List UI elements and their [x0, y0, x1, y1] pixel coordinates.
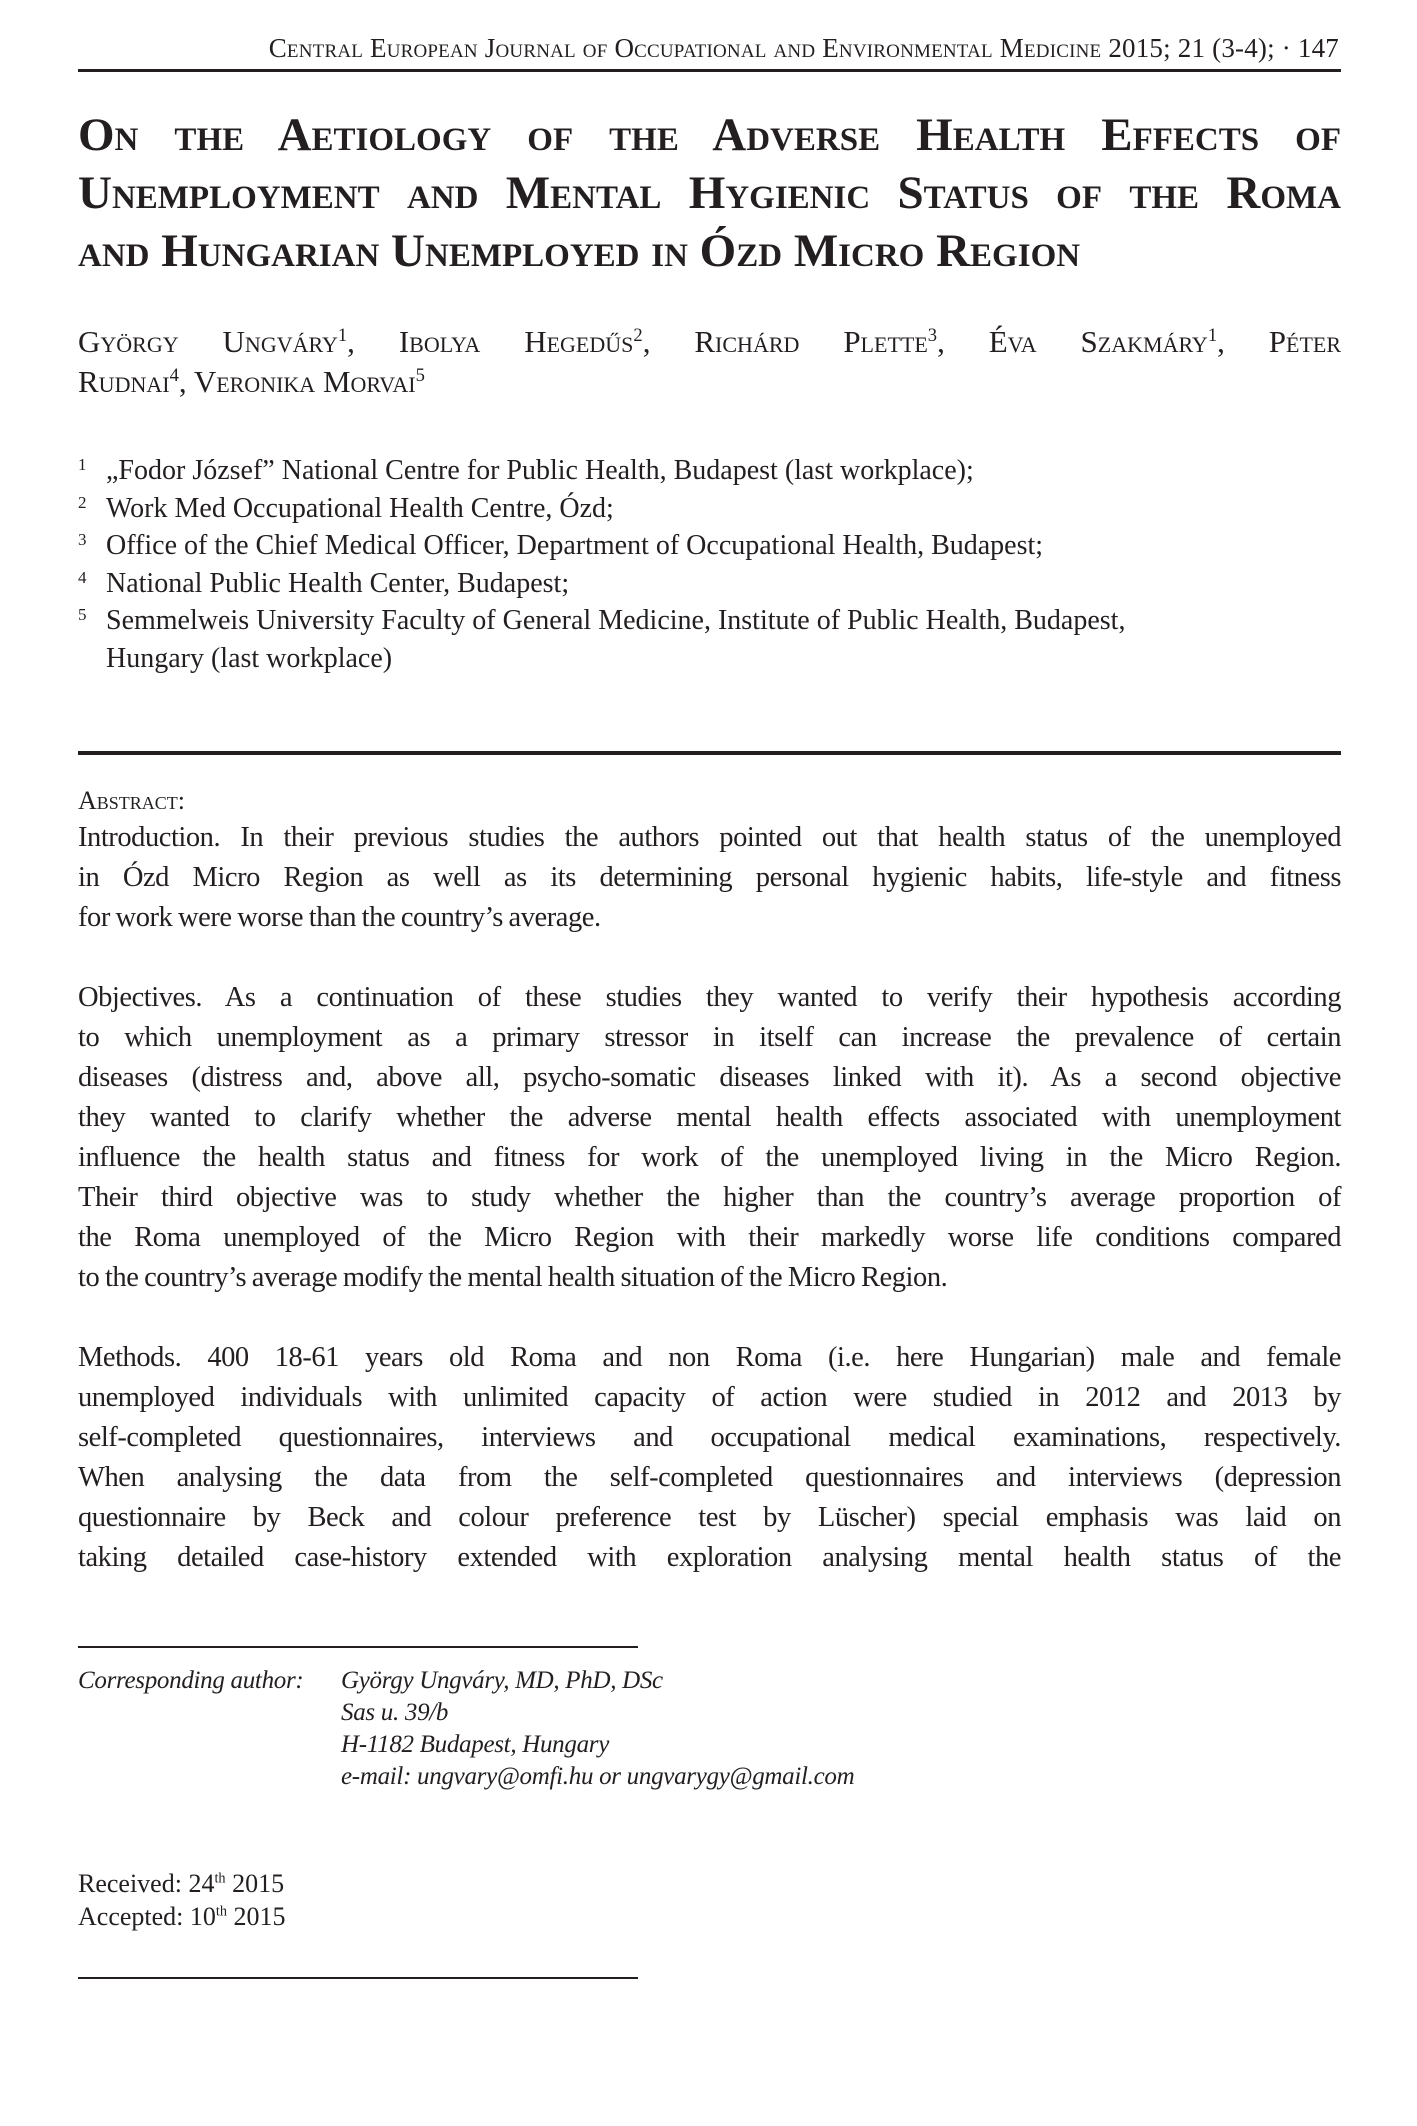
affil-ref: 5 — [415, 364, 425, 386]
text-line: they wanted to clarify whether the adverse mental health effects associated with unemployment — [78, 1102, 1341, 1133]
text-line: unemployed individuals with unlimited capacity of action were studied in 2012 and 2013 by — [78, 1382, 1341, 1413]
author-line: Rudnai$^4$, Veronika Morvai$^5$ — [78, 364, 425, 399]
author-name: Richárd Plette — [694, 324, 928, 359]
article-title — [78, 106, 1341, 280]
abstract-objectives — [78, 978, 1341, 1298]
author-last-name: Rudnai — [78, 364, 170, 399]
author-name: Éva Szakmáry — [988, 324, 1208, 359]
author-name: György Ungváry — [78, 324, 338, 359]
affil-ref: 1 — [337, 324, 348, 346]
affiliation-number: 3 — [78, 530, 87, 549]
text-line: to the country’s average modify the mental health situation of the Micro Region. — [78, 1262, 948, 1293]
affiliation-text: National Public Health Center, Budapest; — [106, 567, 570, 599]
corresponding-author-street: Sas u. 39/b — [341, 1699, 449, 1726]
text-line: diseases (distress and, above all, psycho-somatic diseases linked with it). As a second objective — [78, 1062, 1341, 1093]
author-first-name: Péter — [1268, 324, 1342, 359]
affiliation-list — [78, 452, 1341, 677]
affil-ref: 1 — [1207, 324, 1218, 346]
text-line: the Roma unemployed of the Micro Region with their markedly worse life conditions compared — [78, 1222, 1341, 1253]
affiliation-item — [78, 527, 1341, 565]
affiliation-number: 5 — [78, 605, 87, 624]
corresponding-author-row — [78, 1665, 854, 1697]
accepted-date: Accepted: 10th 2015 — [78, 1902, 286, 1931]
text-line: Methods. 400 18-61 years old Roma and non Roma (i.e. here Hungarian) male and female — [78, 1342, 1341, 1373]
corresponding-author-row — [78, 1697, 854, 1729]
corresponding-author-row — [78, 1761, 854, 1793]
running-head — [78, 30, 1339, 66]
affiliation-number: 4 — [78, 567, 87, 587]
title-line: On the Aetiology of the Adverse Health Effects of — [78, 109, 1341, 161]
title-line: Unemployment and Mental Hygienic Status of the Roma — [78, 167, 1341, 219]
text-line: Introduction. In their previous studies the authors pointed out that health status of the unemployed — [78, 822, 1341, 853]
affil-ref: 2 — [633, 324, 643, 346]
affiliation-item — [78, 452, 1341, 490]
text-line: questionnaire by Beck and colour preference test by Lüscher) special emphasis was laid on — [78, 1502, 1341, 1533]
abstract-introduction — [78, 818, 1341, 938]
text-line: influence the health status and fitness for work of the unemployed living in the Micro Region. — [78, 1142, 1341, 1173]
text-line: to which unemployment as a primary stressor in itself can increase the prevalence of certain — [78, 1022, 1341, 1053]
text-line: self-completed questionnaires, interviews and occupational medical examinations, respectively. — [78, 1422, 1341, 1453]
header-rule — [78, 69, 1341, 72]
bottom-rule — [78, 1977, 638, 1979]
affiliation-item — [78, 602, 1341, 677]
journal-name: Central European Journal of Occupational and Environmental Medicine — [268, 33, 1102, 63]
text-line: taking detailed case-history extended with exploration analysing mental health status of the — [78, 1542, 1341, 1573]
affiliation-text-line: Semmelweis University Faculty of General Medicine, Institute of Public Health, Budapest, — [106, 605, 1126, 636]
text-line: When analysing the data from the self-completed questionnaires and interviews (depression — [78, 1462, 1341, 1493]
corresponding-author-row — [78, 1729, 854, 1761]
text-line: in Ózd Micro Region as well as its determining personal hygienic habits, life-style and fitness — [78, 862, 1341, 893]
article-dates — [78, 1867, 286, 1933]
abstract-rule — [78, 751, 1341, 755]
affiliation-item — [78, 565, 1341, 603]
affil-ref: 3 — [927, 324, 938, 346]
author-line: György Ungváry$^1$, Ibolya Hegedűs$^2$, Richárd Plette$^3$, Éva Szakmáry$^1$, Péter — [78, 324, 1342, 359]
corresponding-author — [78, 1665, 854, 1793]
journal-citation: 2015; 21 (3-4); · 147 — [1108, 33, 1339, 63]
footnote-rule — [78, 1646, 638, 1648]
affiliation-text — [106, 602, 1341, 677]
corresponding-author-label: Corresponding author: — [78, 1667, 304, 1694]
corresponding-author-email[interactable]: e-mail: ungvary@omfi.hu or ungvarygy@gmail.com — [341, 1763, 855, 1790]
author-name: Veronika Morvai — [193, 364, 416, 399]
affiliation-item — [78, 490, 1341, 528]
affiliation-text-line: Hungary (last workplace) — [106, 642, 393, 674]
affiliation-text: Work Med Occupational Health Centre, Ózd; — [106, 492, 614, 524]
abstract-methods — [78, 1338, 1341, 1578]
affil-ref: 4 — [169, 364, 179, 386]
affiliation-number: 2 — [78, 492, 87, 512]
received-date: Received: 24th 2015 — [78, 1869, 285, 1898]
text-line: Objectives. As a continuation of these studies they wanted to verify their hypothesis according — [78, 982, 1341, 1013]
affiliation-number: 1 — [78, 455, 87, 474]
abstract-heading: Abstract: — [78, 786, 186, 815]
affiliation-text: Office of the Chief Medical Officer, Department of Occupational Health, Budapest; — [106, 530, 1044, 561]
title-line: and Hungarian Unemployed in Ózd Micro Region — [78, 225, 1081, 277]
affiliation-text: „Fodor József” National Centre for Public Health, Budapest (last workplace); — [106, 455, 974, 486]
text-line: for work were worse than the country’s average. — [78, 902, 601, 933]
corresponding-author-name: György Ungváry, MD, PhD, DSc — [341, 1667, 663, 1694]
author-name: Ibolya Hegedűs — [398, 324, 634, 359]
corresponding-author-city: H-1182 Budapest, Hungary — [341, 1731, 609, 1758]
text-line: Their third objective was to study whether the higher than the country’s average proportion of — [78, 1182, 1341, 1213]
author-list — [78, 322, 1341, 402]
